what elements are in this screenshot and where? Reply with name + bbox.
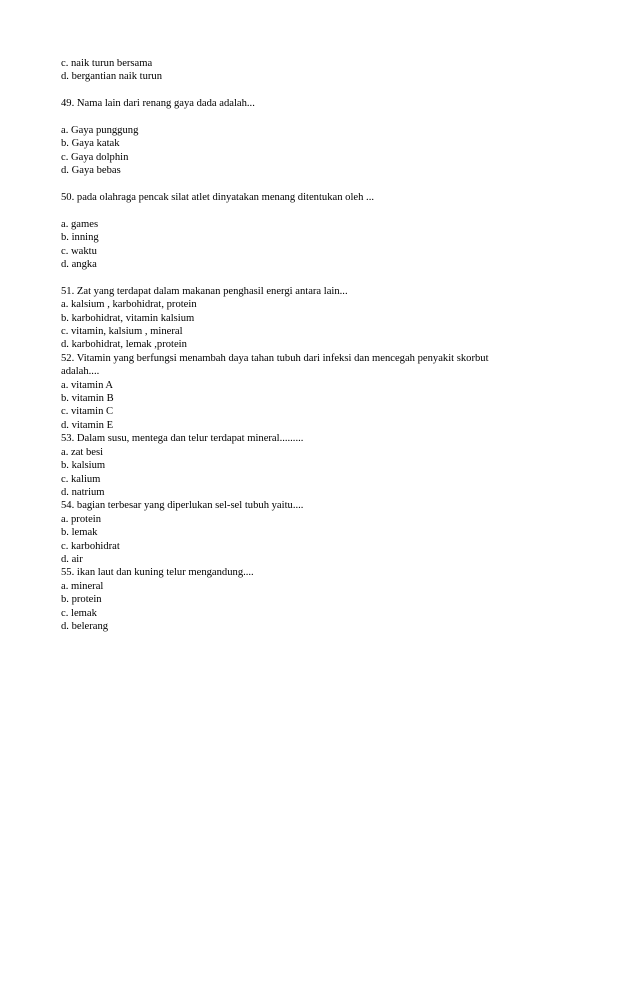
q49-option-c: c. Gaya dolphin bbox=[61, 151, 129, 163]
q55-option-c: c. lemak bbox=[61, 607, 97, 619]
q55-option-d: d. belerang bbox=[61, 620, 109, 632]
q54-option-c: c. karbohidrat bbox=[61, 540, 120, 552]
q53-option-d: d. natrium bbox=[61, 486, 105, 498]
q54-option-b: b. lemak bbox=[61, 527, 98, 539]
blank-line bbox=[61, 111, 581, 124]
q50-option-b: b. inning bbox=[61, 232, 99, 244]
q51-option-c: c. vitamin, kalsium , mineral bbox=[61, 326, 183, 338]
q53-option-a: a. zat besi bbox=[61, 446, 104, 458]
q53-option-c: c. kalium bbox=[61, 473, 101, 485]
document-page bbox=[61, 57, 581, 633]
q54-option-a: a. protein bbox=[61, 513, 102, 525]
question-54: 54. bagian terbesar yang diperlukan sel-sel tubuh yaitu.... bbox=[61, 500, 304, 512]
q51-option-a: a. kalsium , karbohidrat, protein bbox=[61, 299, 197, 311]
question-50: 50. pada olahraga pencak silat atlet dinyatakan menang ditentukan oleh ... bbox=[61, 192, 374, 204]
q51-option-b: b. karbohidrat, vitamin kalsium bbox=[61, 312, 195, 324]
q50-option-c: c. waktu bbox=[61, 245, 97, 257]
question-52-line1: 52. Vitamin yang berfungsi menambah daya tahan tubuh dari infeksi dan mencegah penyakit skorbut bbox=[61, 352, 489, 364]
question-49: 49. Nama lain dari renang gaya dada adalah... bbox=[61, 98, 255, 110]
question-51: 51. Zat yang terdapat dalam makanan penghasil energi antara lain... bbox=[61, 285, 348, 297]
q52-option-c: c. vitamin C bbox=[61, 406, 114, 418]
blank-line bbox=[61, 178, 581, 191]
q54-option-d: d. air bbox=[61, 553, 83, 565]
option-c-prev-question: c. naik turun bersama bbox=[61, 58, 153, 69]
question-55: 55. ikan laut dan kuning telur mengandung.... bbox=[61, 567, 254, 579]
q52-option-b: b. vitamin B bbox=[61, 393, 114, 405]
q51-option-d: d. karbohidrat, lemak ,protein bbox=[61, 339, 187, 351]
q49-option-b: b. Gaya katak bbox=[61, 138, 120, 150]
q55-option-a: a. mineral bbox=[61, 580, 104, 592]
q55-option-b: b. protein bbox=[61, 594, 102, 606]
question-53: 53. Dalam susu, mentega dan telur terdapat mineral......... bbox=[61, 433, 304, 445]
question-52-line2: adalah.... bbox=[61, 366, 100, 378]
q49-option-a: a. Gaya punggung bbox=[61, 125, 139, 136]
blank-line bbox=[61, 84, 581, 97]
q50-option-d: d. angka bbox=[61, 259, 97, 271]
q50-option-a: a. games bbox=[61, 218, 99, 230]
q49-option-d: d. Gaya bebas bbox=[61, 165, 121, 177]
blank-line bbox=[61, 271, 581, 284]
q52-option-d: d. vitamin E bbox=[61, 419, 114, 431]
blank-line bbox=[61, 204, 581, 217]
q53-option-b: b. kalsium bbox=[61, 460, 106, 472]
q52-option-a: a. vitamin A bbox=[61, 379, 114, 391]
option-d-prev-question: d. bergantian naik turun bbox=[61, 71, 163, 83]
